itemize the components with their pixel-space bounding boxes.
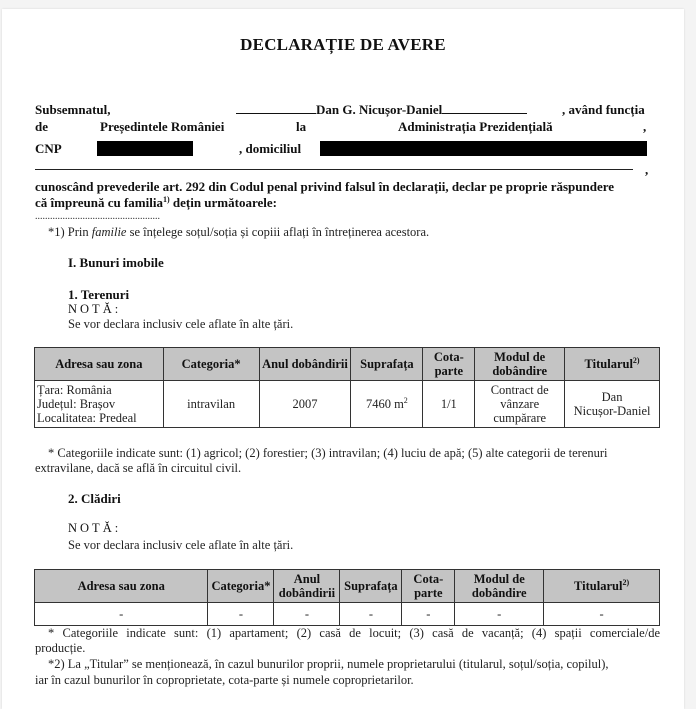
header-category: Categoria*	[163, 348, 259, 381]
nota-label-1: NOTĂ:	[68, 302, 122, 316]
label-domiciliul: , domiciliul	[239, 141, 302, 156]
nota-text-1: Se vor declara inclusiv cele aflate în alte țări.	[68, 317, 294, 331]
declarant-name-field	[236, 102, 527, 118]
header-year: Anul dobândirii	[274, 570, 340, 603]
document-page	[2, 9, 684, 709]
cell-share: -	[402, 603, 455, 626]
nota-text-2: Se vor declara inclusiv cele aflate în alte țări.	[68, 538, 294, 552]
land-category-note-line-1: * Categoriile indicate sunt: (1) agricol; (2) forestier; (3) intravilan; (4) luciu de apă; (5) alte categorii de terenuri	[48, 446, 608, 460]
building-category-note-line-1: * Categoriile indicate sunt: (1) apartament; (2) casă de locuit; (3) casă de vacanță; (4) spații comerciale/de	[48, 626, 660, 640]
header-acquisition-mode: Modul de dobândire	[475, 348, 565, 381]
declarant-name: Dan G. Nicușor-Daniel	[316, 102, 443, 117]
label-subsemnatul: Subsemnatul,	[35, 102, 111, 117]
label-avand-functia: , având funcția	[562, 102, 645, 117]
document-title: DECLARAȚIE DE AVERE	[240, 35, 446, 54]
footnote-2-line-2: iar în cazul bunurilor în coproprietate, cota-parte și numele coproprietarilor.	[35, 673, 414, 687]
header-address: Adresa sau zona	[35, 348, 164, 381]
cell-area: 7460 $m^2$	[351, 381, 423, 428]
header-area: Suprafața	[351, 348, 423, 381]
footnote-1: *1) Prin familie se înțelege soțul/soția și copiii aflați în întreținerea acestora.	[48, 225, 430, 239]
land-category-note-line-2: extravilane, dacă se află în circuitul civil.	[35, 461, 242, 475]
domicile-continuation-line	[35, 169, 633, 170]
cell-year: 2007	[259, 381, 351, 428]
header-holder: Titularul$^{2)}$	[544, 570, 660, 603]
cell-year: -	[274, 603, 340, 626]
header-holder: Titularul$^{2)}$	[565, 348, 660, 381]
intro-line-1: cunoscând prevederile art. 292 din Codul penal privind falsul în declarații, declar pe proprie răspundere	[35, 179, 615, 194]
footnote-2-line-1: *2) La „Titular” se menționează, în cazul bunurilor proprii, numele proprietarului (titularul, soțul/soția, copilul),	[48, 657, 609, 671]
declarant-function: Președintele României	[100, 119, 225, 134]
land-table-header-row	[35, 348, 660, 381]
subsection-cladiri: 2. Clădiri	[68, 491, 121, 506]
cell-share: 1/1	[423, 381, 475, 428]
cell-acquisition-mode: Contract de vânzare cumpărare	[475, 381, 565, 428]
cell-holder: -	[544, 603, 660, 626]
table-row	[35, 381, 660, 428]
header-category: Categoria*	[208, 570, 274, 603]
land-table	[34, 347, 660, 428]
header-address: Adresa sau zona	[35, 570, 208, 603]
subsection-terenuri: 1. Terenuri	[68, 287, 130, 302]
comma-2: ,	[645, 162, 649, 177]
header-share: Cota-parte	[423, 348, 475, 381]
domicile-redacted	[320, 141, 647, 156]
intro-line-2: că împreună cu familia$^{1)}$ dețin următoarele:	[35, 195, 277, 210]
nota-label-2: NOTĂ:	[68, 521, 122, 535]
cell-category: intravilan	[163, 381, 259, 428]
cell-area: -	[340, 603, 402, 626]
declarant-institution: Administrația Prezidențială	[398, 119, 553, 134]
table-row	[35, 603, 660, 626]
header-share: Cota-parte	[402, 570, 455, 603]
cell-address: Țara: România Județul: Brașov Localitatea: Predeal	[35, 381, 164, 428]
label-la: la	[296, 119, 307, 134]
cnp-redacted	[97, 141, 193, 156]
header-acquisition-mode: Modul de dobândire	[455, 570, 544, 603]
label-de: de	[35, 119, 48, 134]
header-year: Anul dobândirii	[259, 348, 351, 381]
dotted-separator: ..................................................	[35, 211, 160, 222]
comma: ,	[643, 119, 647, 134]
header-area: Suprafața	[340, 570, 402, 603]
label-cnp: CNP	[35, 141, 62, 156]
cell-acquisition-mode: -	[455, 603, 544, 626]
cell-address: -	[35, 603, 208, 626]
name-underline-left	[236, 102, 316, 114]
cell-holder: Dan Nicușor-Daniel	[565, 381, 660, 428]
cell-category: -	[208, 603, 274, 626]
name-underline-right	[442, 102, 527, 114]
building-table	[34, 569, 660, 626]
section-bunuri-imobile: I. Bunuri imobile	[68, 255, 164, 270]
building-table-header-row	[35, 570, 660, 603]
building-category-note-line-2: producție.	[35, 641, 86, 655]
